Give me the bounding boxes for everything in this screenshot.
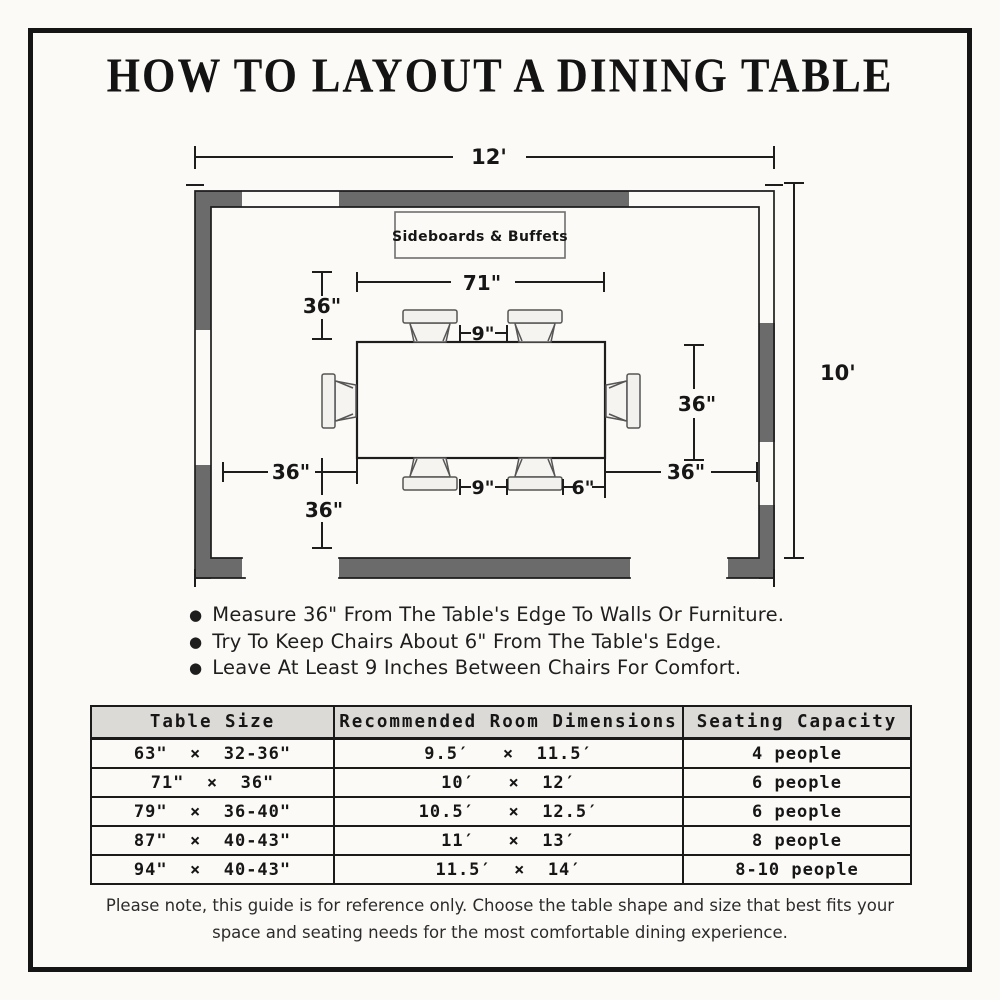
chair-bottom-left — [403, 458, 457, 490]
table-row — [91, 797, 911, 826]
cell-table-size: 79" × 36-40" — [91, 797, 334, 826]
table-length-label: 71" — [462, 271, 502, 295]
table-row — [91, 739, 911, 769]
clearance-right-vertical-label: 36" — [677, 392, 717, 416]
cell-seating-capacity: 8 people — [683, 826, 911, 855]
gap-chair-edge-label: 6" — [571, 477, 595, 499]
cell-table-size: 94" × 40-43" — [91, 855, 334, 884]
chair-left — [322, 374, 356, 428]
clearance-left-wall-label: 36" — [271, 460, 311, 484]
col-header-table-size: Table Size — [91, 706, 334, 739]
footer-note — [0, 892, 1000, 946]
tip-item — [189, 655, 784, 682]
cell-table-size: 71" × 36" — [91, 768, 334, 797]
table-row — [91, 768, 911, 797]
chair-top-right — [508, 310, 562, 342]
cell-table-size: 63" × 32-36" — [91, 739, 334, 769]
col-header-seating-capacity: Seating Capacity — [683, 706, 911, 739]
chair-top-left — [403, 310, 457, 342]
bullet-icon: ● — [189, 659, 203, 677]
clearance-right-wall-label: 36" — [666, 460, 706, 484]
tip-text: Leave At Least 9 Inches Between Chairs For Comfort. — [212, 656, 742, 679]
cell-seating-capacity: 6 people — [683, 797, 911, 826]
col-header-room-dimensions: Recommended Room Dimensions — [334, 706, 683, 739]
cell-room-dimensions: 9.5′ × 11.5′ — [334, 739, 683, 769]
tip-text: Try To Keep Chairs About 6" From The Table's Edge. — [212, 629, 722, 653]
buffet-box — [392, 212, 568, 258]
tip-item — [189, 602, 784, 629]
bullet-icon: ● — [189, 632, 203, 651]
cell-room-dimensions: 11.5′ × 14′ — [334, 855, 683, 884]
gap-chairs-bottom-label: 9" — [471, 477, 495, 499]
chair-right — [606, 374, 640, 428]
cell-seating-capacity: 8-10 people — [683, 855, 911, 884]
cell-seating-capacity: 4 people — [683, 739, 911, 769]
dining-table — [357, 342, 605, 458]
tip-item — [189, 629, 784, 656]
cell-table-size: 87" × 40-43" — [91, 826, 334, 855]
gap-chairs-top-label: 9" — [471, 323, 495, 345]
footer-line-2: space and seating needs for the most comfortable dining experience. — [212, 923, 788, 942]
clearance-left-lower-label: 36" — [304, 498, 344, 522]
room-height-label: 10' — [820, 361, 856, 385]
chair-bottom-right — [508, 458, 562, 490]
cell-room-dimensions: 10.5′ × 12.5′ — [334, 797, 683, 826]
table-row — [91, 855, 911, 884]
table-row — [91, 826, 911, 855]
cell-room-dimensions: 10′ × 12′ — [334, 768, 683, 797]
bullet-icon: ● — [189, 606, 203, 624]
room-width-label: 12' — [471, 145, 507, 169]
clearance-top-label: 36" — [302, 294, 342, 318]
footer-line-1: Please note, this guide is for reference only. Choose the table shape and size that best fits your — [105, 896, 895, 915]
size-table — [90, 705, 912, 885]
page-title: HOW TO LAYOUT A DINING TABLE — [106, 50, 894, 103]
cell-seating-capacity: 6 people — [683, 768, 911, 797]
buffet-label: Sideboards & Buffets — [391, 229, 569, 245]
tips-list — [189, 602, 784, 682]
tip-text: Measure 36" From The Table's Edge To Walls Or Furniture. — [212, 603, 785, 626]
cell-room-dimensions: 11′ × 13′ — [334, 826, 683, 855]
size-table-header-row — [91, 706, 911, 739]
